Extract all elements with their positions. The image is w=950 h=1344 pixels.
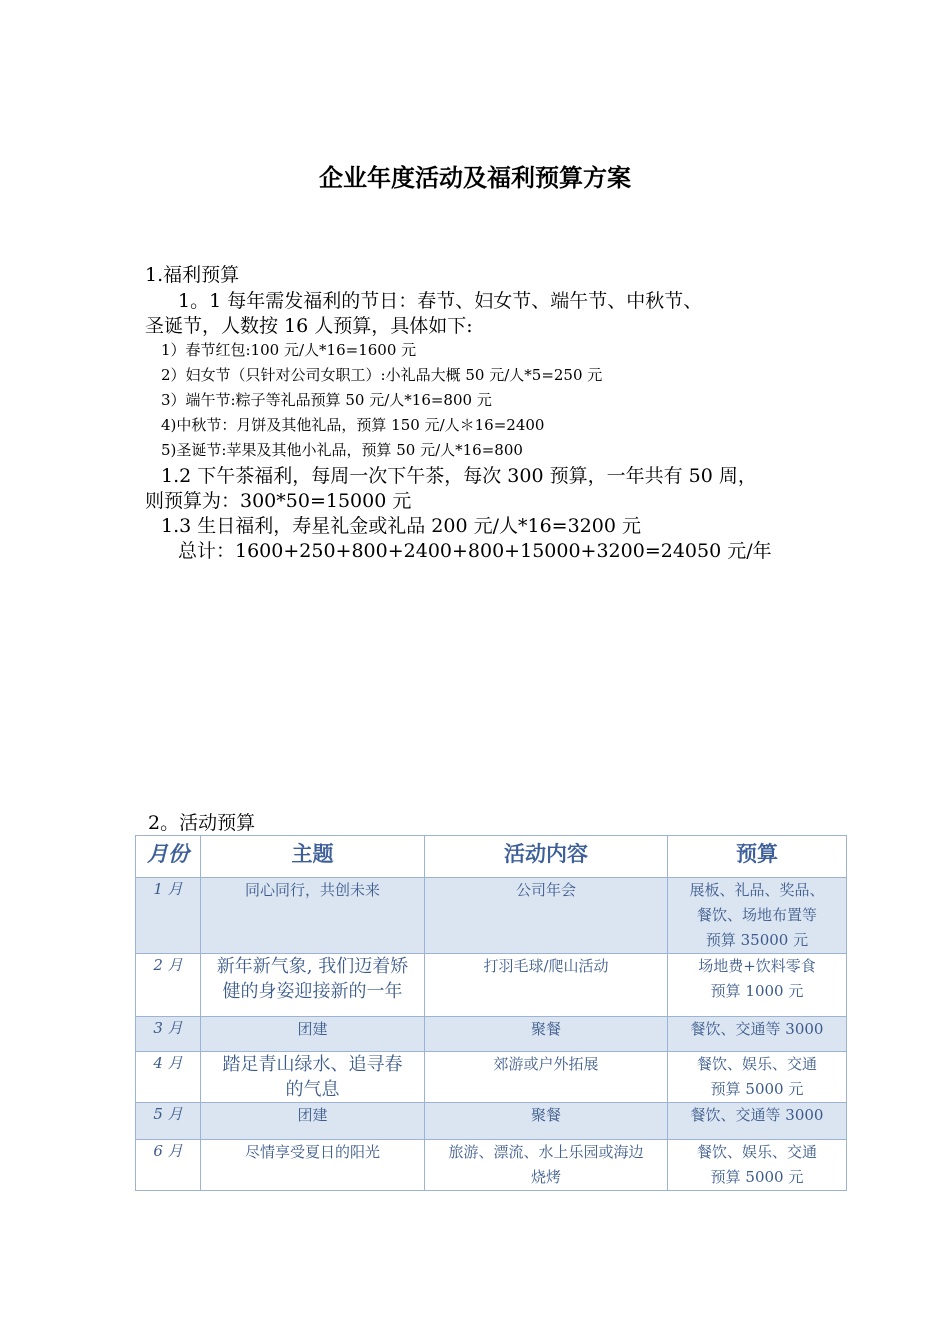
table-header-row (136, 836, 847, 878)
budget-line: 预算 5000 元 (710, 1080, 804, 1098)
welfare-item: 3）端午节:粽子等礼品预算 50 元/人*16=800 元 (161, 391, 492, 409)
theme-line: 健的身姿迎接新的一年 (222, 981, 403, 1002)
budget-line: 餐饮、交通等 3000 (690, 1106, 824, 1124)
welfare-item: 4)中秋节：月饼及其他礼品，预算 150 元/人＊16=2400 (161, 416, 545, 434)
section1-intro-line2: 圣诞节，人数按 16 人预算，具体如下: (145, 315, 473, 337)
cell-content: 聚餐 (425, 1103, 668, 1140)
birthday-line: 1.3 生日福利，寿星礼金或礼品 200 元/人*16=3200 元 (161, 515, 641, 537)
content-line: 烧烤 (530, 1168, 561, 1186)
cell-content: 郊游或户外拓展 (425, 1052, 668, 1103)
cell-theme: 同心同行，共创未来 (201, 878, 425, 954)
cell-content: 聚餐 (425, 1017, 668, 1052)
header-theme: 主题 (201, 836, 425, 878)
section1-intro-line1: 1。1 每年需发福利的节日：春节、妇女节、端午节、中秋节、 (178, 290, 703, 312)
cell-content: 公司年会 (425, 878, 668, 954)
table-row (136, 878, 847, 954)
section2-heading: 2。活动预算 (148, 812, 256, 834)
cell-month: 3 月 (136, 1017, 201, 1052)
cell-budget (668, 1017, 847, 1052)
theme-line: 新年新气象, 我们迈着矫 (216, 956, 409, 977)
cell-budget (668, 1052, 847, 1103)
budget-line: 预算 35000 元 (705, 931, 809, 949)
cell-budget (668, 878, 847, 954)
table-row (136, 954, 847, 1017)
tea-line2: 则预算为：300*50=15000 元 (145, 490, 412, 512)
budget-line: 预算 5000 元 (710, 1168, 804, 1186)
cell-budget (668, 954, 847, 1017)
section1-heading: 1.福利预算 (145, 264, 240, 286)
budget-line: 展板、礼品、奖品、 (689, 881, 825, 899)
budget-line: 场地费+饮料零食 (698, 957, 816, 975)
budget-line: 预算 1000 元 (710, 982, 804, 1000)
theme-line: 踏足青山绿水、追寻春 (222, 1054, 403, 1075)
cell-content (425, 1140, 668, 1191)
cell-theme: 团建 (201, 1017, 425, 1052)
cell-budget (668, 1140, 847, 1191)
cell-theme: 尽情享受夏日的阳光 (201, 1140, 425, 1191)
tea-line1: 1.2 下午茶福利，每周一次下午茶，每次 300 预算，一年共有 50 周， (161, 465, 757, 487)
cell-month: 2 月 (136, 954, 201, 1017)
budget-line: 餐饮、娱乐、交通 (696, 1143, 817, 1161)
activity-budget-table (135, 835, 847, 1191)
table-row (136, 1140, 847, 1191)
cell-month: 6 月 (136, 1140, 201, 1191)
content-line: 旅游、漂流、水上乐园或海边 (448, 1143, 644, 1161)
budget-line: 餐饮、场地布置等 (696, 906, 817, 924)
budget-line: 餐饮、交通等 3000 (690, 1020, 824, 1038)
table-row (136, 1103, 847, 1140)
welfare-item: 1）春节红包:100 元/人*16=1600 元 (161, 341, 417, 359)
cell-theme (201, 954, 425, 1017)
cell-month: 1 月 (136, 878, 201, 954)
cell-theme: 团建 (201, 1103, 425, 1140)
welfare-item: 5)圣诞节:苹果及其他小礼品，预算 50 元/人*16=800 (161, 441, 523, 459)
header-budget: 预算 (668, 836, 847, 878)
cell-content: 打羽毛球/爬山活动 (425, 954, 668, 1017)
welfare-item: 2）妇女节（只针对公司女职工）:小礼品大概 50 元/人*5=250 元 (161, 366, 603, 384)
cell-month: 5 月 (136, 1103, 201, 1140)
total-line: 总计：1600+250+800+2400+800+15000+3200=24050 元/年 (178, 540, 772, 562)
cell-theme (201, 1052, 425, 1103)
document-title: 企业年度活动及福利预算方案 (319, 163, 631, 192)
table-row (136, 1017, 847, 1052)
cell-budget (668, 1103, 847, 1140)
header-content: 活动内容 (425, 836, 668, 878)
table-row (136, 1052, 847, 1103)
budget-line: 餐饮、娱乐、交通 (696, 1055, 817, 1073)
theme-line: 的气息 (285, 1079, 340, 1100)
header-month: 月份 (136, 836, 201, 878)
cell-month: 4 月 (136, 1052, 201, 1103)
